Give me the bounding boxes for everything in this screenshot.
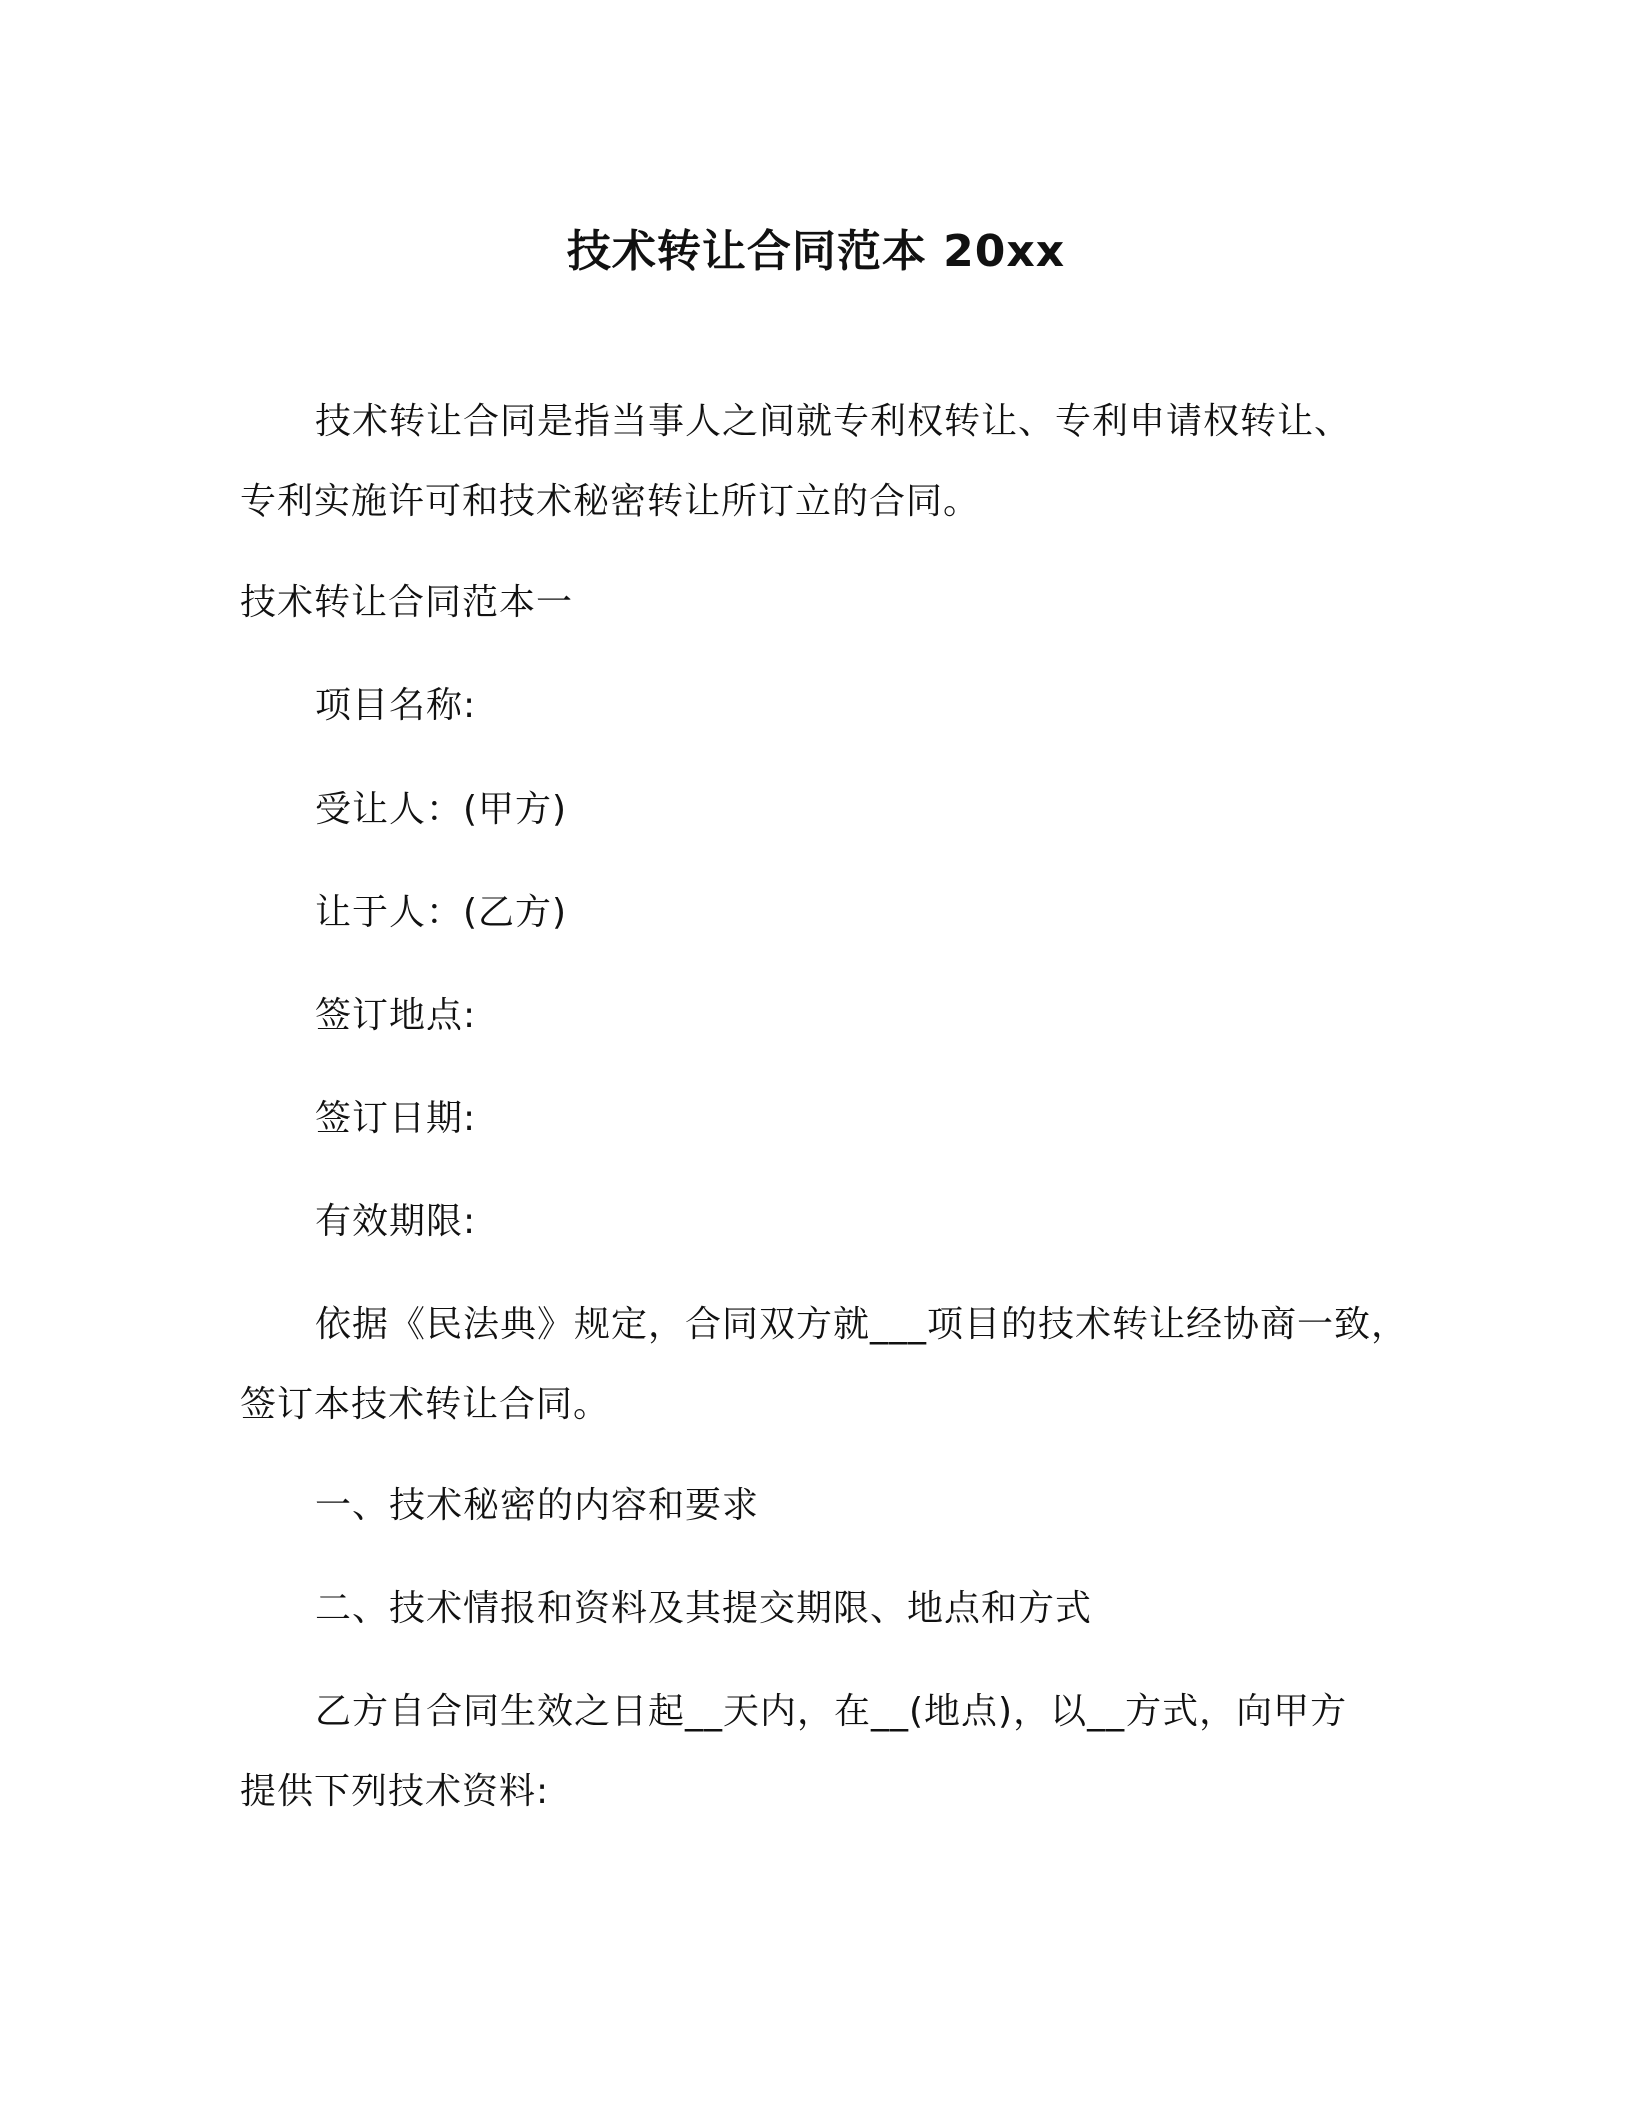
section-heading: 技术转让合同范本一 bbox=[240, 582, 574, 623]
basis-line-1: 依据《民法典》规定，合同双方就___项目的技术转让经协商一致， bbox=[315, 1304, 1409, 1345]
field-assignor: 让于人：(乙方) bbox=[315, 892, 568, 933]
basis-line-2: 签订本技术转让合同。 bbox=[240, 1384, 611, 1425]
delivery-line-2: 提供下列技术资料: bbox=[240, 1771, 550, 1812]
clause-2-heading: 二、技术情报和资料及其提交期限、地点和方式 bbox=[315, 1588, 1093, 1629]
document-title: 技术转让合同范本 20xx bbox=[566, 226, 1066, 277]
field-assignee: 受让人：(甲方) bbox=[315, 789, 568, 830]
field-validity-period: 有效期限: bbox=[315, 1201, 477, 1242]
intro-line-2: 专利实施许可和技术秘密转让所订立的合同。 bbox=[240, 481, 981, 522]
delivery-line-1: 乙方自合同生效之日起__天内，在__(地点)，以__方式，向甲方 bbox=[315, 1691, 1348, 1732]
intro-line-1: 技术转让合同是指当事人之间就专利权转让、专利申请权转让、 bbox=[315, 401, 1352, 442]
field-signing-place: 签订地点: bbox=[315, 995, 477, 1036]
field-project-name: 项目名称: bbox=[315, 685, 477, 726]
clause-1-heading: 一、技术秘密的内容和要求 bbox=[315, 1485, 760, 1526]
field-signing-date: 签订日期: bbox=[315, 1098, 477, 1139]
